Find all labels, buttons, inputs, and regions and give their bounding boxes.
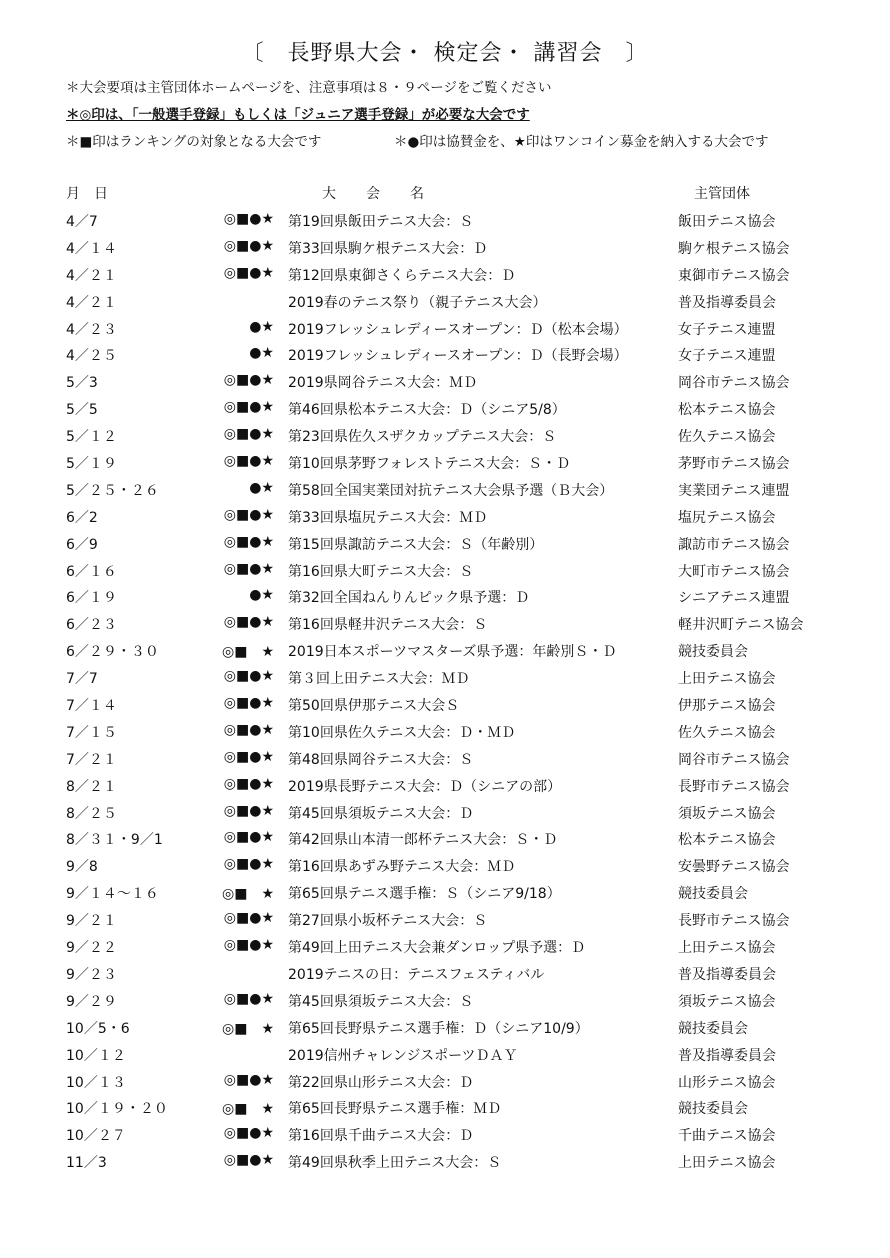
row-date: 4／7	[66, 214, 98, 230]
row-org: 塩尻テニス協会	[678, 509, 776, 526]
table-row	[0, 449, 890, 476]
row-marks: ◎■●★	[223, 372, 274, 389]
row-marks: ◎■●★	[223, 1152, 274, 1169]
table-row	[0, 395, 890, 422]
row-marks: ◎■●★	[223, 721, 274, 738]
row-org: 松本テニス協会	[678, 832, 776, 849]
row-org: 普及指導委員会	[678, 966, 776, 983]
row-org: 女子テニス連盟	[678, 321, 776, 338]
row-date: 6／9	[66, 536, 98, 553]
row-org: 東御市テニス協会	[678, 267, 790, 284]
row-marks: ◎■●★	[223, 802, 274, 819]
row-marks: ◎■●★	[223, 748, 274, 765]
row-event: 第49回県秋季上田テニス大会：Ｓ	[288, 1155, 502, 1172]
row-marks: ◎■●★	[223, 1071, 274, 1088]
row-marks: ◎■●★	[223, 775, 274, 792]
column-header-event: 大会名	[322, 186, 454, 202]
page-title: 〔 長野県大会・ 検定会・ 講習会 〕	[241, 41, 649, 66]
row-marks: ◎■●★	[223, 211, 274, 227]
row-org: 競技委員会	[678, 886, 748, 903]
row-marks: ●★	[249, 587, 274, 604]
row-org: 山形テニス協会	[678, 1074, 776, 1091]
row-org: 須坂テニス協会	[678, 993, 776, 1010]
row-org: 長野市テニス協会	[678, 778, 790, 795]
row-marks: ◎■ ★	[222, 1020, 274, 1037]
row-marks: ◎■●★	[223, 560, 274, 577]
row-date: 6／１６	[66, 563, 117, 580]
row-marks: ◎■ ★	[222, 1101, 274, 1118]
row-marks: ◎■●★	[223, 856, 274, 873]
row-event: 第48回県岡谷テニス大会：Ｓ	[288, 751, 474, 768]
row-date: 4／２３	[66, 321, 117, 338]
row-org: 女子テニス連盟	[678, 348, 776, 365]
row-marks: ◎■●★	[223, 695, 274, 712]
column-header-org: 主管団体	[694, 186, 750, 202]
table-row	[0, 503, 890, 530]
table-row	[0, 879, 890, 906]
table-row	[0, 745, 890, 772]
row-marks: ◎■●★	[223, 426, 274, 443]
table-row	[0, 530, 890, 557]
row-date: 7／１４	[66, 698, 117, 715]
note-donation: ＊●印は協賛金を、★印はワンコイン募金を納入する大会です	[394, 134, 769, 150]
row-event: 第16回県大町テニス大会：Ｓ	[288, 563, 474, 580]
row-org: 競技委員会	[678, 1020, 748, 1037]
table-row	[0, 234, 890, 261]
table-row	[0, 610, 890, 637]
row-org: 伊那テニス協会	[678, 698, 776, 715]
row-event: 第16回県千曲テニス大会：Ｄ	[288, 1128, 474, 1145]
row-event: 第65回長野県テニス選手権：ＭＤ	[288, 1101, 502, 1118]
row-event: 第65回県テニス選手権：Ｓ（シニア9/18）	[288, 886, 561, 903]
row-marks: ◎■●★	[223, 829, 274, 846]
row-event: 第12回県東御さくらテニス大会：Ｄ	[288, 267, 516, 284]
row-event: 2019フレッシュレディースオープン：Ｄ（松本会場）	[288, 321, 628, 338]
note-registration: ＊◎印は、「一般選手登録」もしくは「ジュニア選手登録」が必要な大会です	[66, 107, 530, 123]
row-event: 第49回上田テニス大会兼ダンロップ県予選：Ｄ	[288, 940, 586, 957]
row-event: 第10回県茅野フォレストテニス大会：Ｓ・Ｄ	[288, 456, 571, 473]
row-event: 第３回上田テニス大会：ＭＤ	[288, 671, 470, 688]
row-date: 7／１５	[66, 724, 117, 741]
row-org: 佐久テニス協会	[678, 724, 776, 741]
row-marks: ◎■ ★	[222, 886, 274, 903]
row-org: 飯田テニス協会	[678, 214, 776, 230]
row-marks: ◎■●★	[223, 1125, 274, 1142]
table-row	[0, 422, 890, 449]
row-event: 2019県長野テニス大会：Ｄ（シニアの部）	[288, 778, 562, 795]
table-row	[0, 1014, 890, 1041]
table-row	[0, 852, 890, 879]
row-org: 上田テニス協会	[678, 671, 776, 688]
row-org: 上田テニス協会	[678, 940, 776, 957]
row-date: 9／8	[66, 859, 98, 876]
table-row	[0, 1148, 890, 1175]
row-event: 第65回長野県テニス選手権：Ｄ（シニア10/9）	[288, 1020, 589, 1037]
column-header-date: 月 日	[66, 186, 108, 202]
table-row	[0, 1121, 890, 1148]
table-row	[0, 476, 890, 503]
table-row	[0, 207, 890, 234]
table-row	[0, 718, 890, 745]
row-date: 9／２９	[66, 993, 117, 1010]
row-date: 5／２５・２６	[66, 482, 159, 499]
row-event: 2019信州チャレンジスポーツＤＡＹ	[288, 1047, 518, 1064]
row-event: 第22回県山形テニス大会：Ｄ	[288, 1074, 474, 1091]
row-event: 第16回県あずみ野テニス大会：ＭＤ	[288, 859, 516, 876]
row-date: 11／3	[66, 1155, 107, 1172]
table-row	[0, 691, 890, 718]
row-marks: ◎■●★	[223, 453, 274, 470]
row-event: 第50回県伊那テニス大会Ｓ	[288, 698, 460, 715]
row-date: 6／２９・３０	[66, 644, 159, 661]
row-org: 上田テニス協会	[678, 1155, 776, 1172]
row-date: 8／３１・9／1	[66, 832, 163, 849]
row-marks: ◎■●★	[223, 937, 274, 954]
table-row	[0, 557, 890, 584]
row-event: 2019フレッシュレディースオープン：Ｄ（長野会場）	[288, 348, 628, 365]
row-marks: ◎■ ★	[222, 644, 274, 661]
row-date: 10／１３	[66, 1074, 126, 1091]
row-event: 2019春のテニス祭り（親子テニス大会）	[288, 294, 547, 311]
row-marks: ◎■●★	[223, 910, 274, 927]
row-event: 2019県岡谷テニス大会：ＭＤ	[288, 375, 478, 392]
row-org: 茅野市テニス協会	[678, 456, 790, 473]
row-event: 第32回全国ねんりんピック県予選：Ｄ	[288, 590, 530, 607]
row-event: 第27回県小坂杯テニス大会：Ｓ	[288, 913, 488, 930]
table-row	[0, 825, 890, 852]
row-org: 競技委員会	[678, 644, 748, 661]
row-date: 5／3	[66, 375, 98, 392]
table-row	[0, 341, 890, 368]
row-org: 安曇野テニス協会	[678, 859, 790, 876]
table-row	[0, 664, 890, 691]
row-marks: ●★	[249, 318, 274, 335]
event-table	[0, 207, 890, 1175]
row-event: 第15回県諏訪テニス大会：Ｓ（年齢別）	[288, 536, 544, 553]
row-event: 第33回県駒ケ根テニス大会：Ｄ	[288, 240, 488, 257]
table-row	[0, 906, 890, 933]
table-row	[0, 261, 890, 288]
row-org: 普及指導委員会	[678, 1047, 776, 1064]
row-org: 普及指導委員会	[678, 294, 776, 311]
row-org: 実業団テニス連盟	[678, 482, 790, 499]
row-date: 10／１２	[66, 1047, 126, 1064]
table-row	[0, 799, 890, 826]
table-row	[0, 315, 890, 342]
row-date: 9／２１	[66, 913, 117, 930]
row-date: 8／２５	[66, 805, 117, 822]
row-date: 5／5	[66, 402, 98, 419]
row-marks: ●★	[249, 479, 274, 496]
row-date: 6／2	[66, 509, 98, 526]
row-date: 5／１９	[66, 456, 117, 473]
row-org: 須坂テニス協会	[678, 805, 776, 822]
row-event: 2019日本スポーツマスターズ県予選：年齢別Ｓ・Ｄ	[288, 644, 617, 661]
row-marks: ◎■●★	[223, 614, 274, 631]
row-marks: ◎■●★	[223, 668, 274, 685]
row-org: 駒ケ根テニス協会	[678, 240, 790, 257]
row-marks: ◎■●★	[223, 399, 274, 416]
table-row	[0, 1094, 890, 1121]
row-org: 大町市テニス協会	[678, 563, 790, 580]
table-row	[0, 772, 890, 799]
row-org: 軽井沢町テニス協会	[678, 617, 804, 634]
row-marks: ◎■●★	[223, 533, 274, 550]
row-event: 第45回県須坂テニス大会：Ｓ	[288, 993, 474, 1010]
row-date: 4／２１	[66, 294, 117, 311]
row-org: 千曲テニス協会	[678, 1128, 776, 1145]
row-org: 岡谷市テニス協会	[678, 375, 790, 392]
row-date: 6／２３	[66, 617, 117, 634]
table-row	[0, 288, 890, 315]
row-date: 7／7	[66, 671, 98, 688]
row-org: 長野市テニス協会	[678, 913, 790, 930]
row-date: 9／１４～１６	[66, 886, 159, 903]
row-date: 8／２１	[66, 778, 117, 795]
row-event: 第58回全国実業団対抗テニス大会県予選（Ｂ大会）	[288, 482, 614, 499]
table-row	[0, 583, 890, 610]
row-marks: ◎■●★	[223, 506, 274, 523]
row-marks: ◎■●★	[223, 237, 274, 254]
row-org: 佐久テニス協会	[678, 429, 776, 446]
row-date: 10／5・6	[66, 1020, 130, 1037]
row-org: 岡谷市テニス協会	[678, 751, 790, 768]
row-event: 第46回県松本テニス大会：Ｄ（シニア5/8）	[288, 402, 566, 419]
row-event: 第16回県軽井沢テニス大会：Ｓ	[288, 617, 488, 634]
row-date: 7／２１	[66, 751, 117, 768]
row-marks: ●★	[249, 345, 274, 362]
row-org: 諏訪市テニス協会	[678, 536, 790, 553]
row-event: 第23回県佐久スザクカップテニス大会：Ｓ	[288, 429, 557, 446]
row-org: シニアテニス連盟	[678, 590, 790, 607]
row-marks: ◎■●★	[223, 990, 274, 1007]
row-date: 10／１９・２０	[66, 1101, 168, 1118]
row-marks: ◎■●★	[223, 264, 274, 281]
note-guidelines: ＊大会要項は主管団体ホームページを、注意事項は８・９ページをご覧ください	[66, 80, 552, 96]
table-row	[0, 987, 890, 1014]
row-event: 第33回県塩尻テニス大会：ＭＤ	[288, 509, 488, 526]
table-row	[0, 1041, 890, 1068]
row-date: 10／２７	[66, 1128, 126, 1145]
note-ranking: ＊■印はランキングの対象となる大会です	[66, 134, 322, 150]
row-org: 競技委員会	[678, 1101, 748, 1118]
row-date: 9／２３	[66, 966, 117, 983]
row-event: 第42回県山本清一郎杯テニス大会：Ｓ・Ｄ	[288, 832, 558, 849]
row-date: 6／１９	[66, 590, 117, 607]
table-row	[0, 637, 890, 664]
row-org: 松本テニス協会	[678, 402, 776, 419]
table-row	[0, 960, 890, 987]
table-row	[0, 933, 890, 960]
row-date: 4／２１	[66, 267, 117, 284]
row-date: 4／２５	[66, 348, 117, 365]
row-date: 4／１４	[66, 240, 117, 257]
row-date: 9／２２	[66, 940, 117, 957]
row-event: 第45回県須坂テニス大会：Ｄ	[288, 805, 474, 822]
table-row	[0, 368, 890, 395]
row-date: 5／１２	[66, 429, 117, 446]
row-event: 第10回県佐久テニス大会：Ｄ・ＭＤ	[288, 724, 516, 741]
table-row	[0, 1068, 890, 1095]
row-event: 2019テニスの日：テニスフェスティバル	[288, 966, 545, 983]
row-event: 第19回県飯田テニス大会：Ｓ	[288, 214, 474, 230]
